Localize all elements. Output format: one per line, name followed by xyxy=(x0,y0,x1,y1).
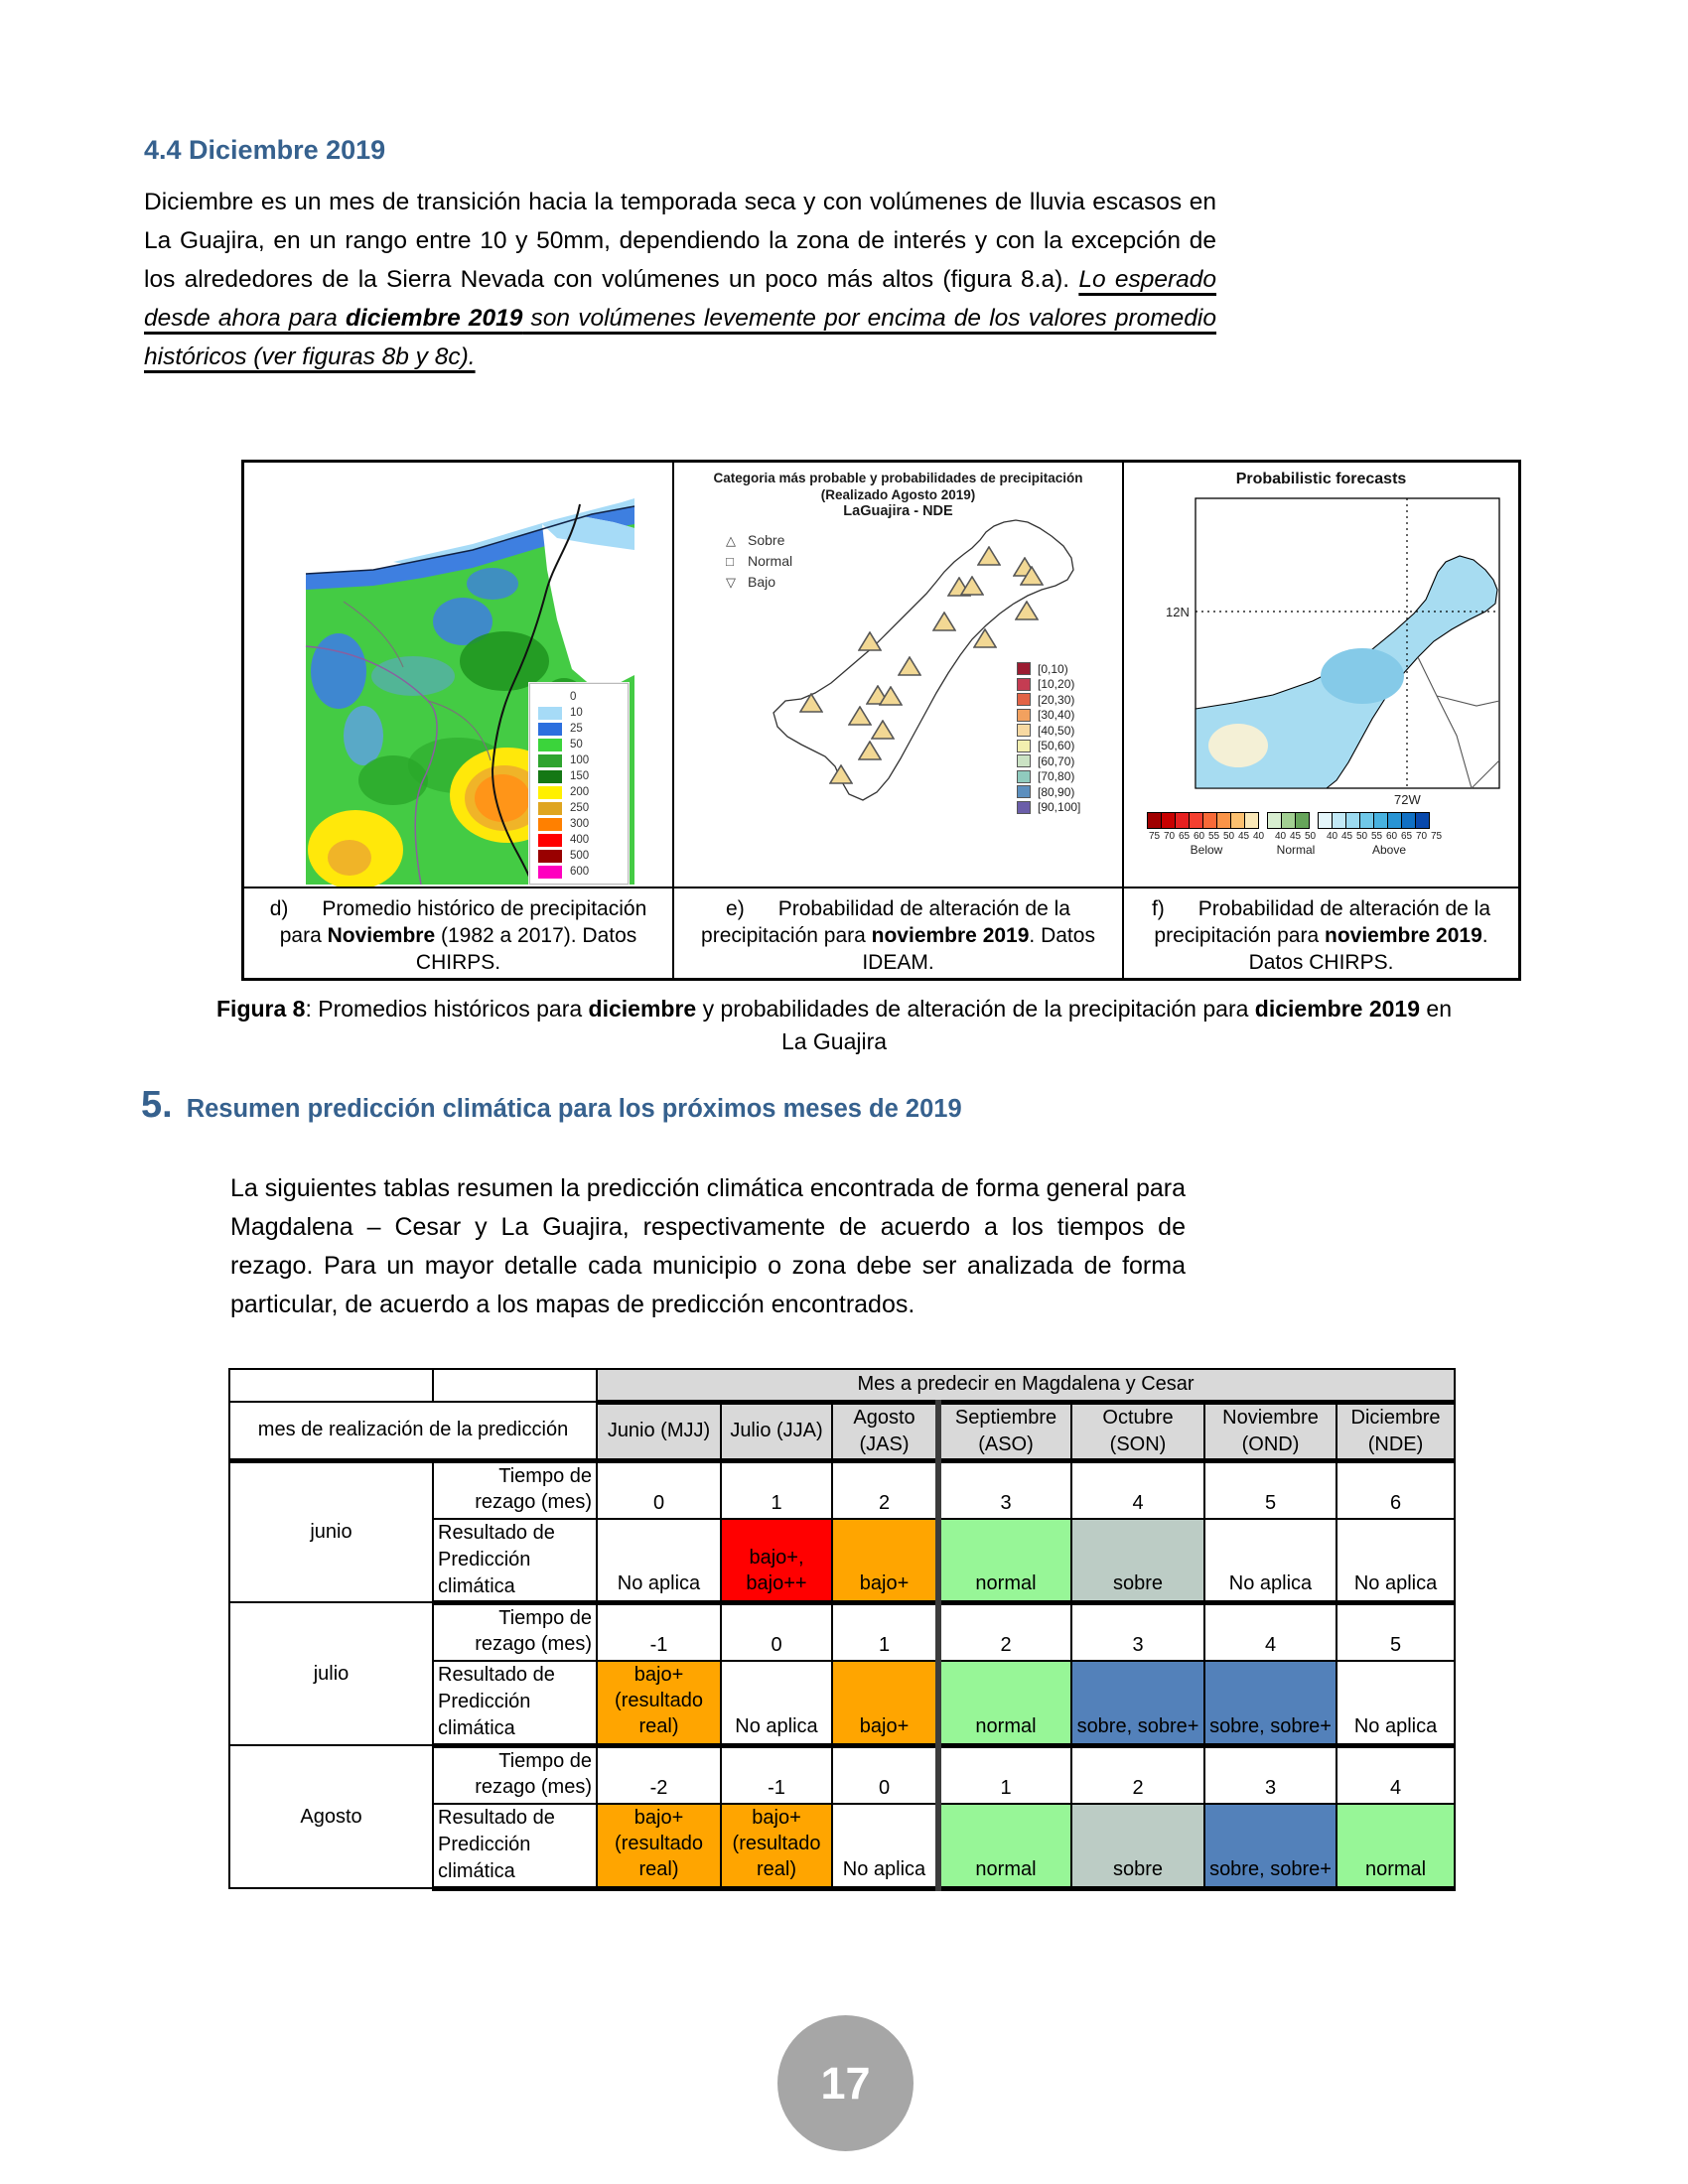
result-cell: sobre xyxy=(1071,1804,1204,1889)
result-cell: bajo+ (resultado real) xyxy=(721,1804,832,1889)
legend-swatch xyxy=(1017,801,1031,814)
result-cell: No aplica xyxy=(1204,1519,1336,1603)
legend-swatch xyxy=(1017,678,1031,691)
result-cell: bajo+ (resultado real) xyxy=(597,1661,721,1746)
legend-swatch xyxy=(538,739,562,751)
col-header-diciembre: Diciembre (NDE) xyxy=(1336,1402,1455,1460)
figure-8-caption: Figura 8: Promedios históricos para diciembre y probabilidades de alteración de la precipitación para diciembre 2019 en La Guajira xyxy=(216,996,1452,1054)
legend-swatch xyxy=(538,850,562,863)
section-number: 5. xyxy=(141,1084,173,1126)
panel-e-category-map xyxy=(674,463,1124,887)
result-cell: bajo+, bajo++ xyxy=(721,1519,832,1603)
legend-swatch xyxy=(538,754,562,767)
result-cell: No aplica xyxy=(721,1661,832,1746)
legend-swatch xyxy=(1017,754,1031,767)
result-cell: bajo+ xyxy=(832,1519,938,1603)
caption-panel-f: f) Probabilidad de alteración de la precipitación para noviembre 2019. Datos CHIRPS. xyxy=(1124,887,1518,978)
result-cell: sobre, sobre+ xyxy=(1204,1804,1336,1889)
col-header-julio: Julio (JJA) xyxy=(721,1402,832,1460)
row-header: mes de realización de la predicción xyxy=(229,1402,597,1460)
lon-tick-label: 72W xyxy=(1394,792,1421,807)
result-cell: No aplica xyxy=(832,1804,938,1889)
lag-label: Tiempo de rezago (mes) xyxy=(433,1745,597,1804)
lat-tick-label: 12N xyxy=(1166,605,1190,619)
result-cell: No aplica xyxy=(597,1519,721,1603)
probabilistic-colorbar: 75 70 65 60 55 50 45 40 40 45 50 40 45 50 55 60 65 70 75 Below Normal Above xyxy=(1147,812,1496,857)
triangle-down-icon: ▽ xyxy=(726,575,736,590)
panel-f-title: Probabilistic forecasts xyxy=(1235,471,1407,487)
prediction-summary-table-wrap xyxy=(228,1368,1456,1891)
result-cell: sobre, sobre+ xyxy=(1204,1661,1336,1746)
result-cell: sobre xyxy=(1071,1519,1204,1603)
legend-swatch xyxy=(538,786,562,799)
legend-swatch xyxy=(1017,785,1031,798)
legend-swatch xyxy=(1017,709,1031,722)
result-label: Resultado de Predicción climática xyxy=(433,1519,597,1603)
section-title: Resumen predicción climática para los próximos meses de 2019 xyxy=(186,1095,962,1123)
result-label: Resultado de Predicción climática xyxy=(433,1661,597,1746)
legend-swatch xyxy=(538,707,562,720)
col-header-junio: Junio (MJJ) xyxy=(597,1402,721,1460)
month-cell: julio xyxy=(229,1602,433,1745)
table-span-header: Mes a predecir en Magdalena y Cesar xyxy=(597,1369,1455,1402)
result-cell: No aplica xyxy=(1336,1519,1455,1603)
result-cell: No aplica xyxy=(1336,1661,1455,1746)
result-cell: sobre, sobre+ xyxy=(1071,1661,1204,1746)
legend-swatch xyxy=(538,691,562,704)
month-cell: Agosto xyxy=(229,1745,433,1888)
legend-swatch xyxy=(538,802,562,815)
result-label: Resultado de Predicción climática xyxy=(433,1804,597,1889)
col-header-noviembre: Noviembre (OND) xyxy=(1204,1402,1336,1460)
legend-swatch xyxy=(538,818,562,831)
marker-legend: △ Sobre □ Normal ▽ Bajo xyxy=(726,532,793,590)
lag-label: Tiempo de rezago (mes) xyxy=(433,1602,597,1661)
legend-swatch xyxy=(538,770,562,783)
legend-swatch xyxy=(1017,770,1031,783)
caption-panel-d: d) Promedio histórico de precipitación para Noviembre (1982 a 2017). Datos CHIRPS. xyxy=(244,887,674,978)
result-cell: normal xyxy=(938,1519,1071,1603)
panel-e-title: Categoria más probable y probabilidades de precipitación (Realizado Agosto 2019) LaGuajira - NDE xyxy=(713,471,1083,519)
triangle-up-icon: △ xyxy=(726,533,736,548)
panel-f-probabilistic-map xyxy=(1124,463,1518,887)
emphasis-sentence: Lo esperado desde ahora para diciembre 2019 son volúmenes levemente por encima de los valores promedio históricos (ver figuras 8b y 8c). xyxy=(144,266,1217,370)
intro-paragraph xyxy=(144,183,1216,376)
result-cell: normal xyxy=(938,1804,1071,1889)
precipitation-legend: 0 10 25 50 100 150 200 250 300 400 500 600 xyxy=(529,683,629,885)
figure-8 xyxy=(241,460,1521,981)
legend-swatch xyxy=(1017,662,1031,675)
lag-label: Tiempo de rezago (mes) xyxy=(433,1460,597,1519)
legend-swatch xyxy=(1017,693,1031,706)
result-cell: bajo+ xyxy=(832,1661,938,1746)
square-icon: □ xyxy=(726,554,734,569)
sobre-triangle-markers xyxy=(800,547,1043,783)
section-5-paragraph: La siguientes tablas resumen la predicción climática encontrada de forma general para Magdalena – Cesar y La Guajira, respectivamente de acuerdo a los tiempos de rezago. Para un mayor detalle cada municipio o zona debe ser analizada de forma particular, de acuerdo a los mapas de predicción encontrados. xyxy=(230,1174,1186,1318)
col-header-septiembre: Septiembre (ASO) xyxy=(938,1402,1071,1460)
legend-swatch xyxy=(538,866,562,879)
legend-swatch xyxy=(538,723,562,736)
caption-panel-e: e) Probabilidad de alteración de la precipitación para noviembre 2019. Datos IDEAM. xyxy=(674,887,1124,978)
section-4-4-heading: 4.4 Diciembre 2019 xyxy=(144,135,386,165)
probability-range-legend: [0,10) [10,20) [20,30) [30,40) [40,50) [50,60) [60,70) [70,80) [80,90) [90,100] xyxy=(1017,661,1080,815)
prediction-summary-table: Mes a predecir en Magdalena y Cesar mes de realización de la predicción Junio (MJJ) Julio (JJA) Agosto (JAS) Septiembre (ASO) Octubre (SON) Noviembre (OND) Diciembre (NDE) junio Tiempo de rezago (mes) 0 1 2 3 4 5 6 Resultado de Predicción climática No aplica bajo+, bajo++ bajo+ normal sobre No aplica No aplica julio Tiempo de rezago (mes) -1 0 1 2 3 4 5 Resultado de Predicción climática bajo+ (resultado real) No aplica bajo+ normal sobre, sobre+ sobre, sobre+ No aplica Agosto Tiempo de rezago (mes) -2 -1 0 1 2 3 4 Resultado de Predicción climática bajo+ (resultado real) bajo+ (resultado real) No aplica normal sobre sobre, sobre+ normal xyxy=(228,1368,1456,1891)
legend-swatch xyxy=(538,834,562,847)
result-cell: bajo+ (resultado real) xyxy=(597,1804,721,1889)
col-header-octubre: Octubre (SON) xyxy=(1071,1402,1204,1460)
intro-text: Diciembre es un mes de transición hacia la temporada seca y con volúmenes de lluvia escasos en La Guajira, en un rango entre 10 y 50mm, dependiendo la zona de interés y con la excepción de los alrededores de la Sierra Nevada con volúmenes un poco más altos (figura 8.a). xyxy=(144,189,1216,293)
result-cell: normal xyxy=(1336,1804,1455,1889)
panel-d-precipitation-map xyxy=(244,463,674,887)
col-header-agosto: Agosto (JAS) xyxy=(832,1402,938,1460)
result-cell: normal xyxy=(938,1661,1071,1746)
section-5-heading xyxy=(141,1084,962,1130)
legend-swatch xyxy=(1017,724,1031,737)
page-number-badge: 17 xyxy=(777,2015,914,2151)
legend-swatch xyxy=(1017,740,1031,752)
month-cell: junio xyxy=(229,1460,433,1602)
